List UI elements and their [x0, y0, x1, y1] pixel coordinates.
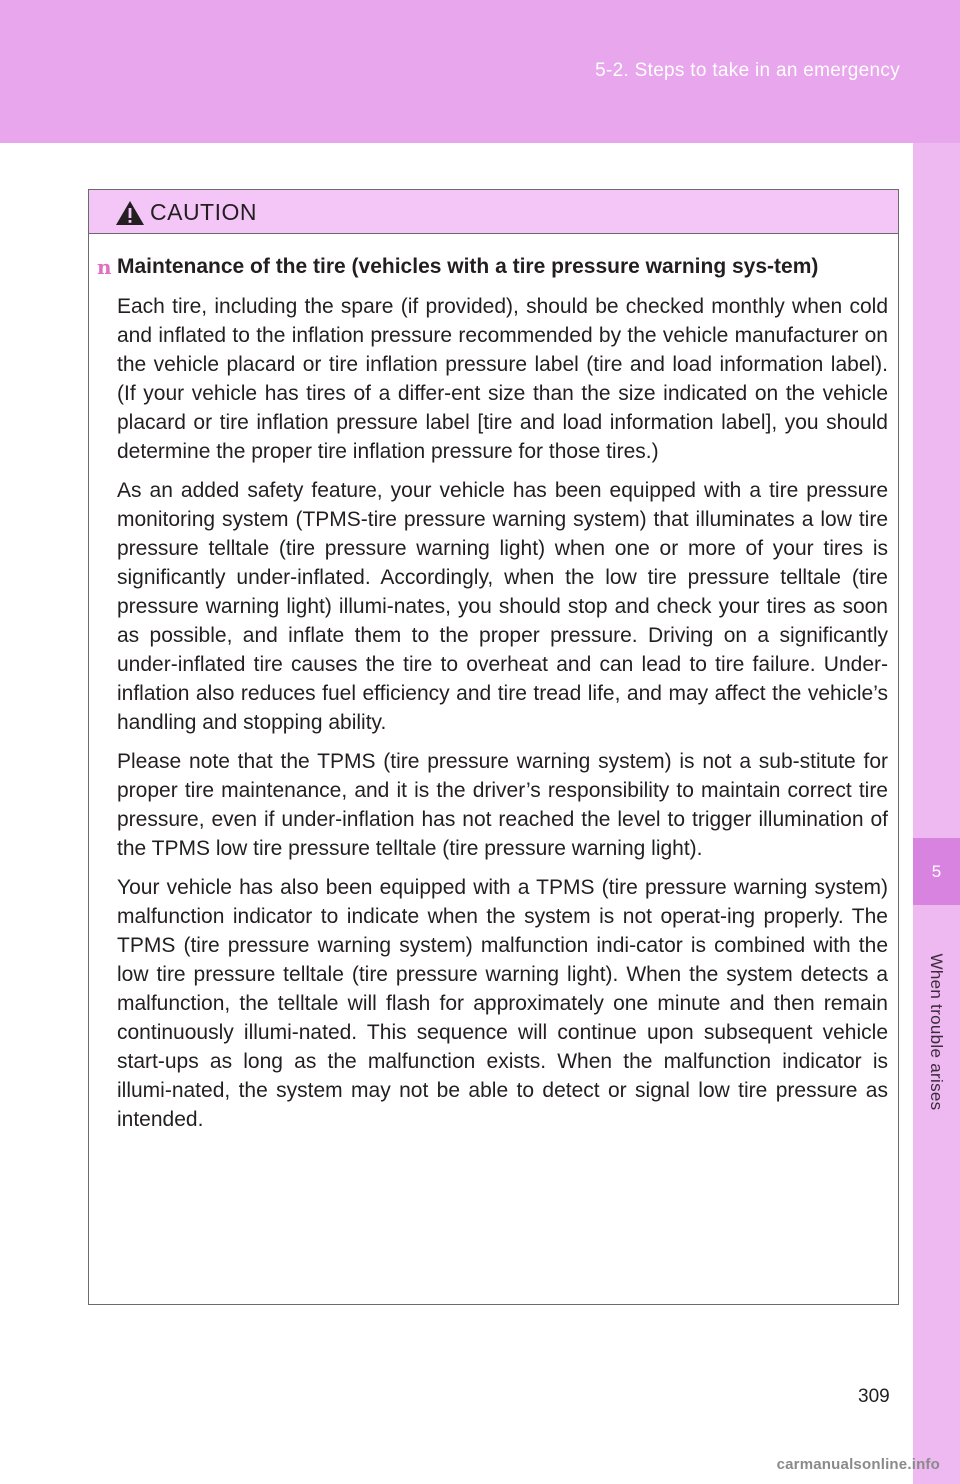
- paragraph: As an added safety feature, your vehicle has been equipped with a tire pressure monitoring system (TPMS-tire pressure warning system) that illuminates a low tire pressure telltale (tire pressure warning light) when one or more of your tires is significantly under-inflated. Accordingly, when the low tire pressure telltale (tire pressure warning light) illumi-nates, you should stop and check your tires as soon as possible, and inflate them to the proper pressure. Driving on a significantly under-inflated tire causes the tire to overheat and can lead to tire failure. Under-inflation also reduces fuel efficiency and tire tread life, and may affect the vehicle’s handling and stopping ability.: [117, 479, 888, 734]
- caution-body: [97, 252, 888, 1144]
- paragraph: Please note that the TPMS (tire pressure warning system) is not a sub-stitute for proper tire maintenance, and it is the driver’s responsibility to maintain correct tire pressure, even if under-inflation has not reached the level to trigger illumination of the TPMS low tire pressure telltale (tire pressure warning light).: [117, 750, 888, 860]
- watermark: carmanualsonline.info: [776, 1456, 940, 1473]
- warning-triangle-icon: [115, 200, 145, 226]
- section-title: 5-2. Steps to take in an emergency: [595, 60, 900, 81]
- caution-box: [88, 189, 899, 1305]
- caution-header: [89, 190, 898, 234]
- subheading-text: Maintenance of the tire (vehicles with a tire pressure warning sys-tem): [117, 255, 819, 278]
- caution-title: CAUTION: [150, 199, 257, 225]
- caution-subheading: [97, 252, 888, 282]
- chapter-number-tab: 5: [913, 838, 960, 905]
- paragraph: Your vehicle has also been equipped with a TPMS (tire pressure warning system) malfunction indicator to indicate when the system is not operat-ing properly. The TPMS (tire pressure warning system) malfunction indi-cator is combined with the low tire pressure telltale (tire pressure warning light). When the system detects a malfunction, the telltale will flash for approximately one minute and then remain continuously illumi-nated. This sequence will continue upon subsequent vehicle start-ups as long as the malfunction exists. When the malfunction indicator is illumi-nated, the system may not be able to detect or signal low tire pressure as intended.: [117, 876, 888, 1131]
- chapter-title: When trouble arises: [927, 953, 946, 1111]
- bullet-marker: n: [97, 255, 112, 279]
- page-number: 309: [858, 1386, 890, 1407]
- paragraph: Each tire, including the spare (if provided), should be checked monthly when cold and inflated to the inflation pressure recommended by the vehicle manufacturer on the vehicle placard or tire inflation pressure label (tire and load information label). (If your vehicle has tires of a differ-ent size than the size indicated on the vehicle placard or tire inflation pressure label [tire and load information label], you should determine the proper tire inflation pressure for those tires.): [117, 295, 888, 463]
- side-tab: [913, 143, 960, 1484]
